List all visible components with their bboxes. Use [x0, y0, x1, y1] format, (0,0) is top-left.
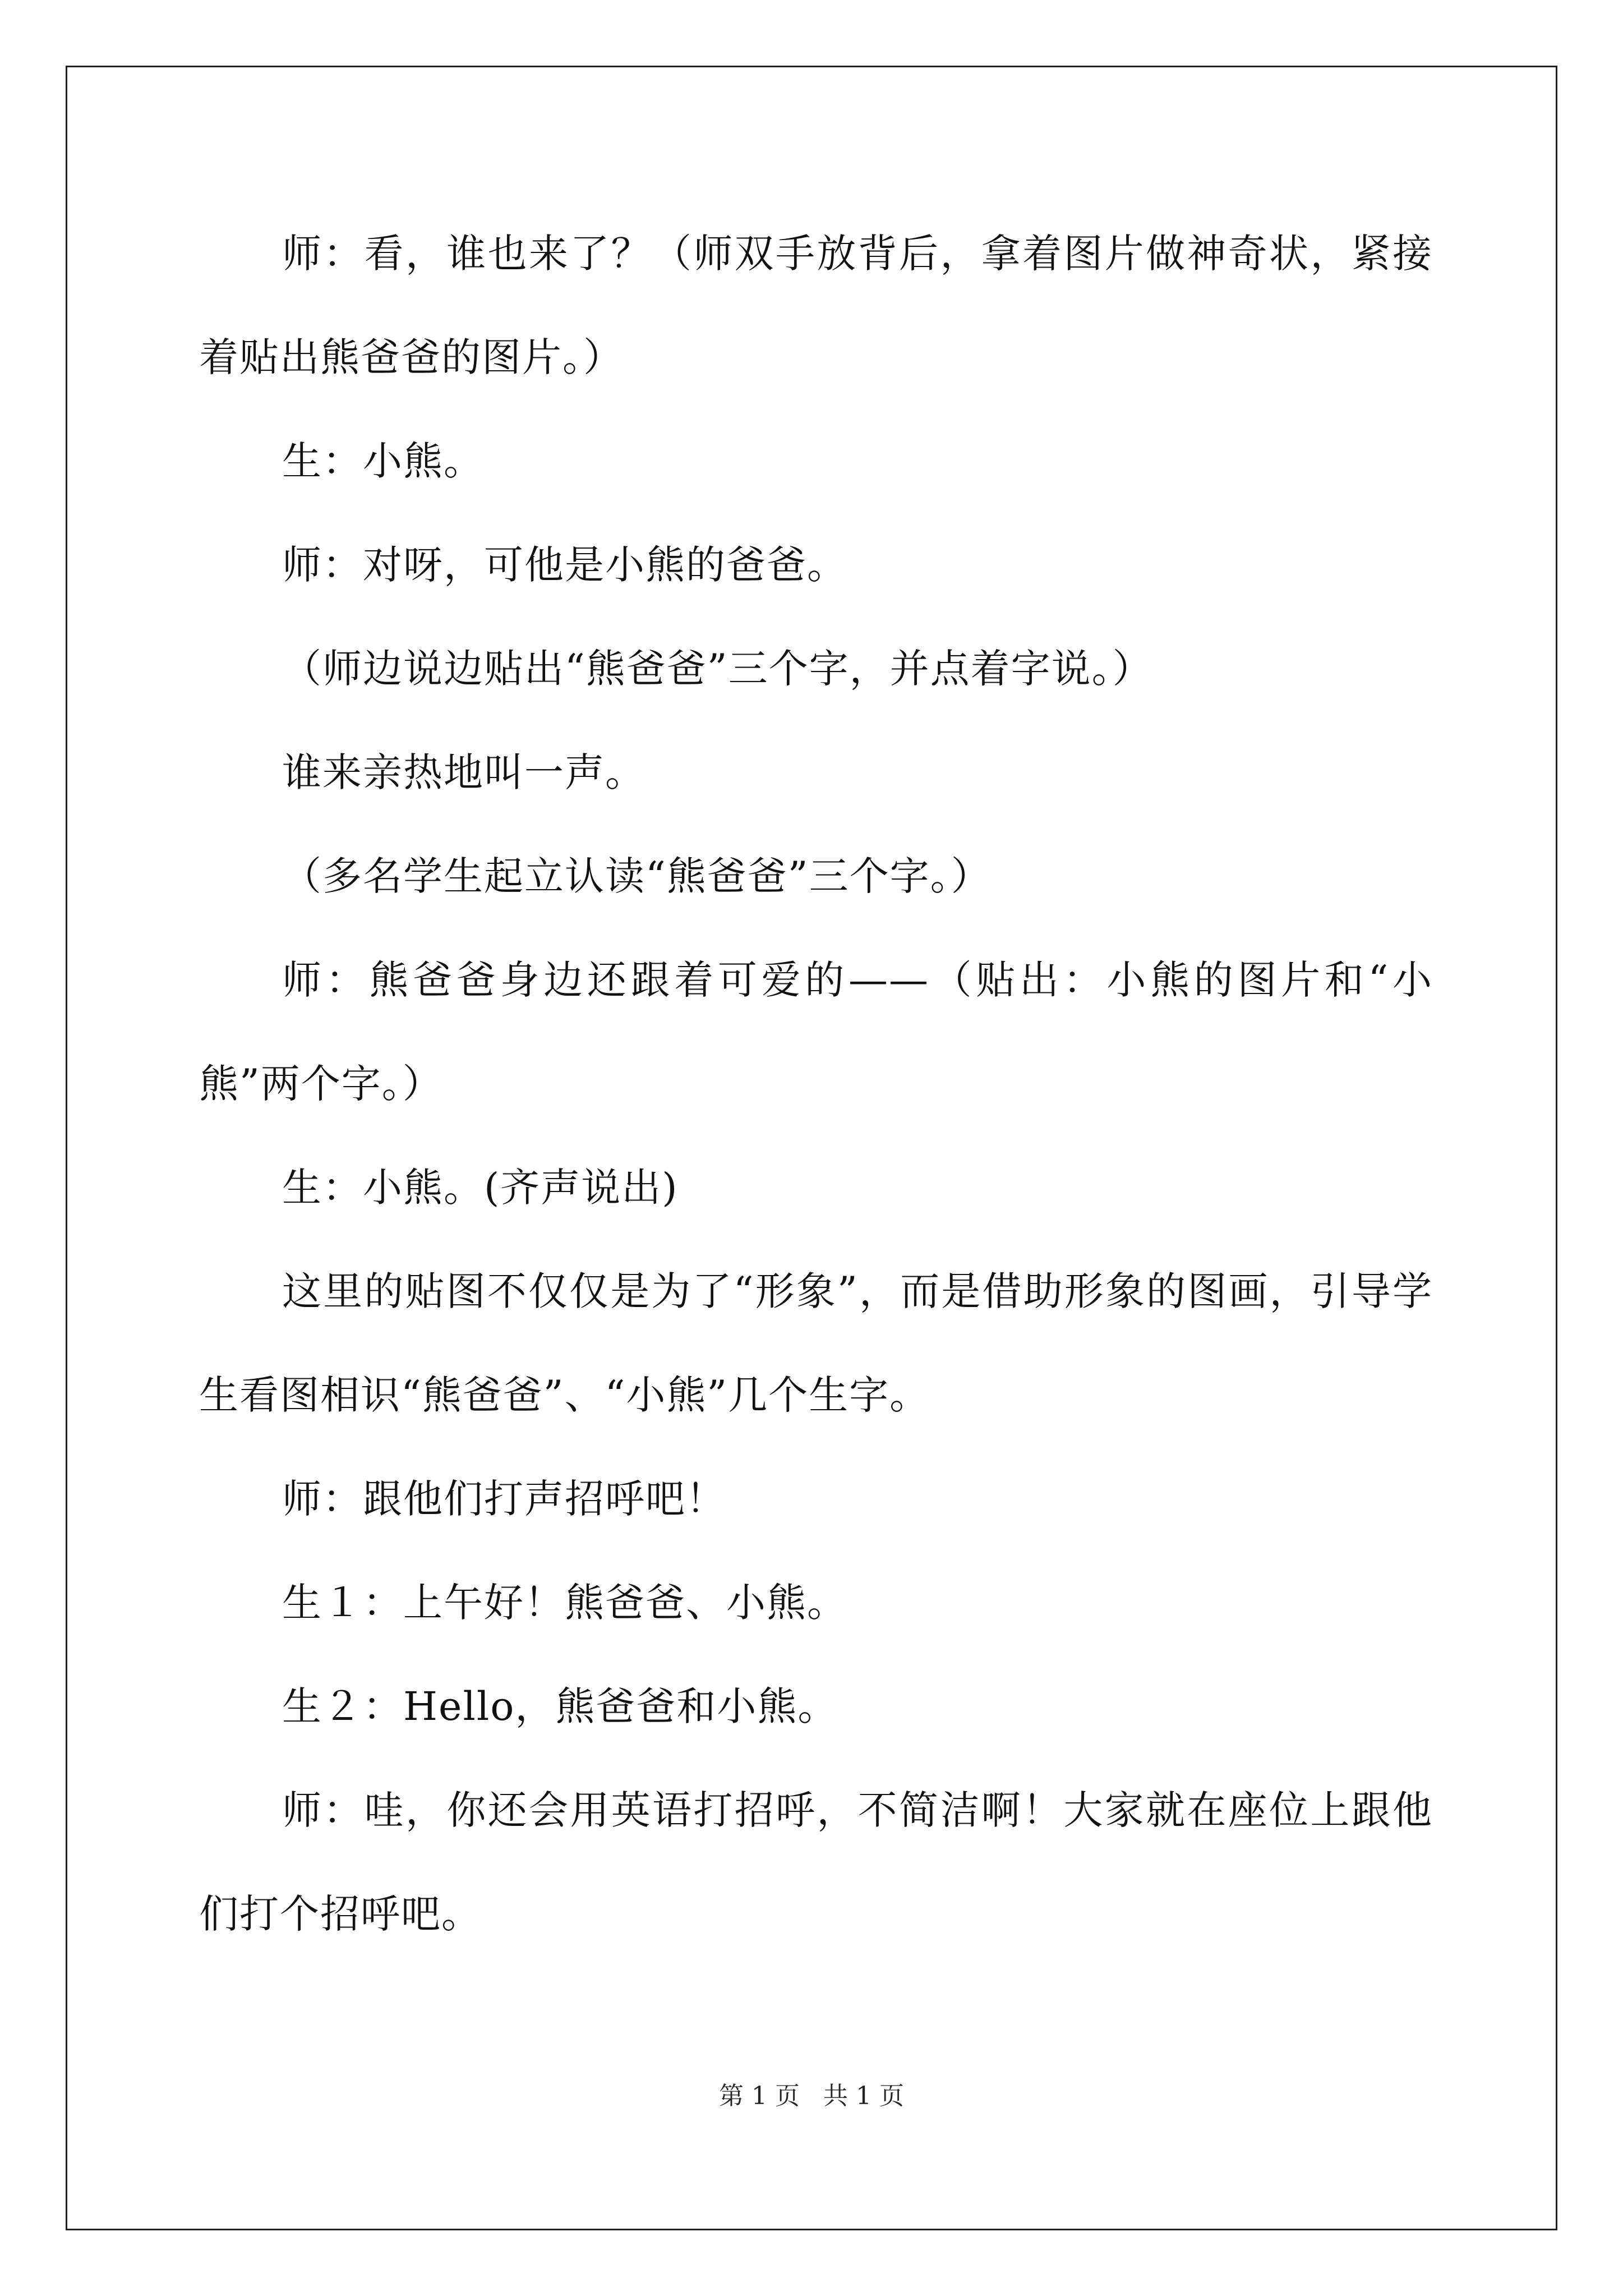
paragraph: 师：哇，你还会用英语打招呼，不简洁啊！大家就在座位上跟他们打个招呼吧。 — [199, 1787, 1433, 1937]
paragraph: （师边说边贴出“熊爸爸”三个字，并点着字说。） — [282, 646, 1153, 692]
paragraph: 师：看，谁也来了？（师双手放背后，拿着图片做神奇状，紧接着贴出熊爸爸的图片。） — [199, 231, 1433, 380]
paragraph: 师：跟他们打声招呼吧！ — [282, 1476, 726, 1522]
page-total: 共 1 页 — [823, 2082, 904, 2110]
paragraph: 生２：Hello，熊爸爸和小熊。 — [282, 1683, 838, 1729]
page-footer — [0, 2076, 1623, 2111]
paragraph: 生１：上午好！熊爸爸、小熊。 — [282, 1580, 847, 1626]
paragraph: 谁来亲热地叫一声。 — [282, 749, 645, 795]
paragraph: （多名学生起立认读“熊爸爸”三个字。） — [282, 853, 992, 899]
paragraph: 生：小熊。 — [282, 438, 484, 484]
paragraph: 师：熊爸爸身边还跟着可爱的——（贴出：小熊的图片和“小熊”两个字。） — [199, 957, 1433, 1107]
paragraph: 这里的贴图不仅仅是为了“形象”，而是借助形象的图画，引导学生看图相识“熊爸爸”、“小熊”几个生字。 — [199, 1268, 1433, 1418]
document-body — [199, 202, 1433, 1966]
paragraph: 师：对呀，可他是小熊的爸爸。 — [282, 542, 847, 588]
page-number: 第 1 页 — [719, 2082, 800, 2110]
paragraph: 生：小熊。(齐声说出) — [282, 1165, 679, 1211]
